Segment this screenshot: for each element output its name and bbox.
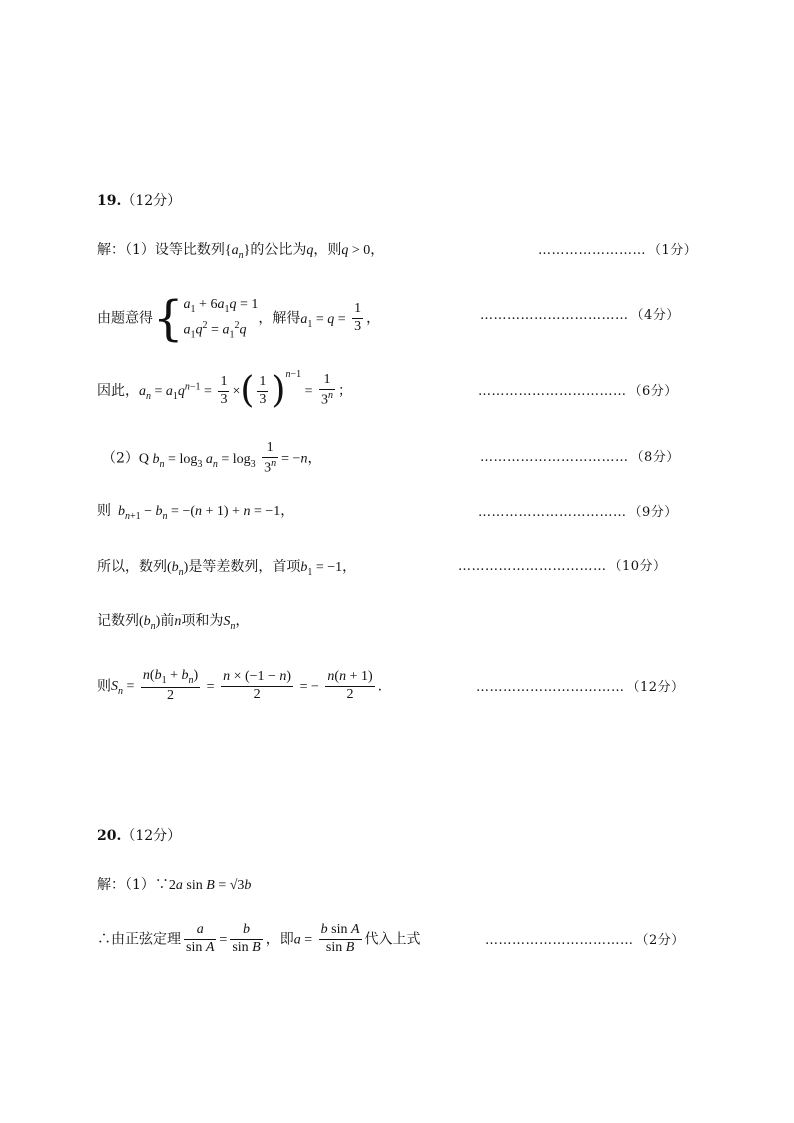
q19-l3-points <box>478 385 678 398</box>
fraction-one-over-3n: $\frac{1}{3^n}$ <box>321 372 333 408</box>
q20-l2-text: ∴由正弦定理 <box>97 931 181 948</box>
q19-l8-end: . <box>377 678 383 695</box>
q20-l2-points <box>485 934 685 947</box>
step-score: （9分） <box>628 505 678 520</box>
q19-l7-mid: 前 <box>160 613 175 629</box>
q19-line-3: 因此，$a_n = a_1q^{n-1}$ = $\frac{1}{3}$ ×( $\frac{1}{3}$ )$^{n-1}$ = $\frac{1}{3^n}$ ； <box>97 369 352 411</box>
fraction-one-third: $\frac{1}{3}$ <box>354 301 362 335</box>
math-b1: $b_1 = -1$ <box>300 560 343 578</box>
fraction-b-over-sinB: $\frac{b}{\text{sin B}}$ <box>232 922 261 955</box>
because-symbol: Q <box>138 451 150 467</box>
q19-l6-end: ， <box>342 559 357 575</box>
q19-l1-then: ，则 <box>313 242 342 258</box>
q19-l6-points <box>458 560 667 573</box>
left-brace: { <box>153 290 184 347</box>
fraction-bsinA-over-sinB: $\frac{\text{b sin A}}{\text{sin B}}$ <box>320 922 360 955</box>
q19-l5-text: 则 <box>97 503 111 519</box>
math-bn-set: $(b_n)$ <box>167 560 189 578</box>
q19-l3-end: ； <box>338 383 352 399</box>
q19-l6-mid: 是等差数列，首项 <box>188 559 301 575</box>
leader-dots: …………………………… <box>480 450 629 465</box>
q19-line-2 <box>97 290 381 347</box>
fraction-sum-result: $\frac{n(n + 1)}{2}$ <box>327 669 373 702</box>
q20-number: 20. <box>97 828 122 844</box>
step-score: （4分） <box>630 308 680 323</box>
q19-l4-text: （2） <box>102 450 139 467</box>
q20-heading <box>97 829 181 843</box>
q19-l7-mid2: 项和为 <box>181 613 224 629</box>
q19-l8-text: 则 <box>97 678 111 695</box>
leader-dots: …………………………… <box>458 559 607 574</box>
q19-l2-text: 由题意得 <box>97 310 153 327</box>
q19-line-4 <box>102 440 321 477</box>
math-bn-log: $b_n = \log_3 a_n = \log_3$ <box>152 451 256 470</box>
q19-line-7 <box>97 614 249 632</box>
fraction-sum-substituted: $\frac{n \times (-1 - n)}{2}$ <box>223 669 292 702</box>
math-bn-difference: $b_{n+1} - b_n = -(n + 1) + n = -1$ <box>118 504 281 522</box>
q19-l7-text: 记数列 <box>97 613 139 629</box>
leader-dots: …………………………… <box>478 384 627 399</box>
fraction-a-over-sinA: $\frac{a}{\text{sin A}}$ <box>186 922 215 955</box>
q19-score: （12分） <box>121 193 182 209</box>
q19-l6-text: 所以，数列 <box>97 559 167 575</box>
q19-l8-points <box>476 681 685 694</box>
leader-dots: …………………………… <box>478 505 627 520</box>
math-general-term: $a_n = a_1q^{n-1}$ = <box>139 381 216 402</box>
q19-heading <box>97 194 181 208</box>
leader-dots: …………………………… <box>476 680 625 695</box>
q20-l2-end: 代入上式 <box>364 931 421 948</box>
math-sn: $S_n$ <box>223 614 236 632</box>
math-a-eq: a = <box>293 932 316 948</box>
q19-l2-points <box>480 309 680 322</box>
q20-l1-text: 解：（1）∵ <box>97 877 169 893</box>
q19-line-1 <box>97 243 384 261</box>
q19-l2-solve: ，解得 <box>258 310 301 327</box>
q19-line-5 <box>97 504 294 522</box>
fraction-sum-formula: $\frac{n(b_1 + b_n)}{2}$ <box>142 668 199 703</box>
q19-l5-end: ， <box>280 503 295 519</box>
q19-line-6 <box>97 560 356 578</box>
fraction-one-third: $\frac{1}{3}$ <box>220 373 228 407</box>
step-score: （12分） <box>626 680 685 695</box>
q19-l5-points <box>478 506 678 519</box>
math-q-positive: q > 0 <box>341 243 371 258</box>
equation-system: $a_1 + 6a_1q = 1$ $a_1q^2 = a_1^2q$ <box>183 297 259 341</box>
q19-l4-points <box>480 451 680 464</box>
math-q: q <box>306 243 314 258</box>
q19-l1-mid: 的公比为 <box>250 242 307 258</box>
step-score: （1分） <box>648 243 698 258</box>
step-score: （10分） <box>608 559 667 574</box>
q20-score: （12分） <box>121 828 182 844</box>
leader-dots: …………………………… <box>480 308 629 323</box>
q19-line-8: 则$S_n$ = $\frac{n(b_1 + b_n)}{2}$ = $\frac{n \times (-1 - n)}{2}$ = − $\frac{n(n + 1)}{2}$ . <box>97 668 383 703</box>
q19-l2-end: ， <box>366 310 381 327</box>
q19-l7-end: ， <box>235 613 250 629</box>
math-sn-lhs: $S_n$ = <box>111 679 138 698</box>
q19-l1-points <box>538 244 697 257</box>
leader-dots: …………………………… <box>485 933 634 948</box>
right-paren: ) <box>271 370 286 411</box>
q19-l1-text: 解：（1）设等比数列 <box>97 242 225 258</box>
times-sign: × <box>232 384 241 399</box>
fraction-one-over-3n: $\frac{1}{3^n}$ <box>264 440 277 476</box>
q19-l3-text: 因此， <box>97 383 139 399</box>
q19-l1-end: ， <box>370 242 385 258</box>
q20-line-1 <box>97 878 251 893</box>
math-neg-n: = −n <box>281 451 308 467</box>
math-a1-eq-q: $a_1 = q$ = <box>300 311 350 330</box>
q20-l2-mid: ，即 <box>265 931 294 948</box>
step-score: （8分） <box>630 450 680 465</box>
math-n: n <box>174 614 182 629</box>
q19-l4-end: ， <box>307 450 322 467</box>
leader-dots: …………………… <box>538 243 646 258</box>
q20-line-2: ∴由正弦定理 $\frac{a}{\text{sin A}}$ = $\frac{b}{\text{sin B}}$ ，即a = $\frac{\text{b sin A}}{\text{sin B}}$ 代入上式 <box>97 922 421 955</box>
fraction-one-third: $\frac{1}{3}$ <box>259 373 267 407</box>
q19-number: 19. <box>97 193 122 209</box>
step-score: （2分） <box>635 933 685 948</box>
math-bn-set: $(b_n)$ <box>139 614 161 632</box>
math-an-set: $\{a_n\}$ <box>224 243 251 261</box>
left-paren: ( <box>240 370 255 411</box>
math-given-equation: 2a sin B = √3b <box>168 878 252 893</box>
step-score: （6分） <box>628 384 678 399</box>
